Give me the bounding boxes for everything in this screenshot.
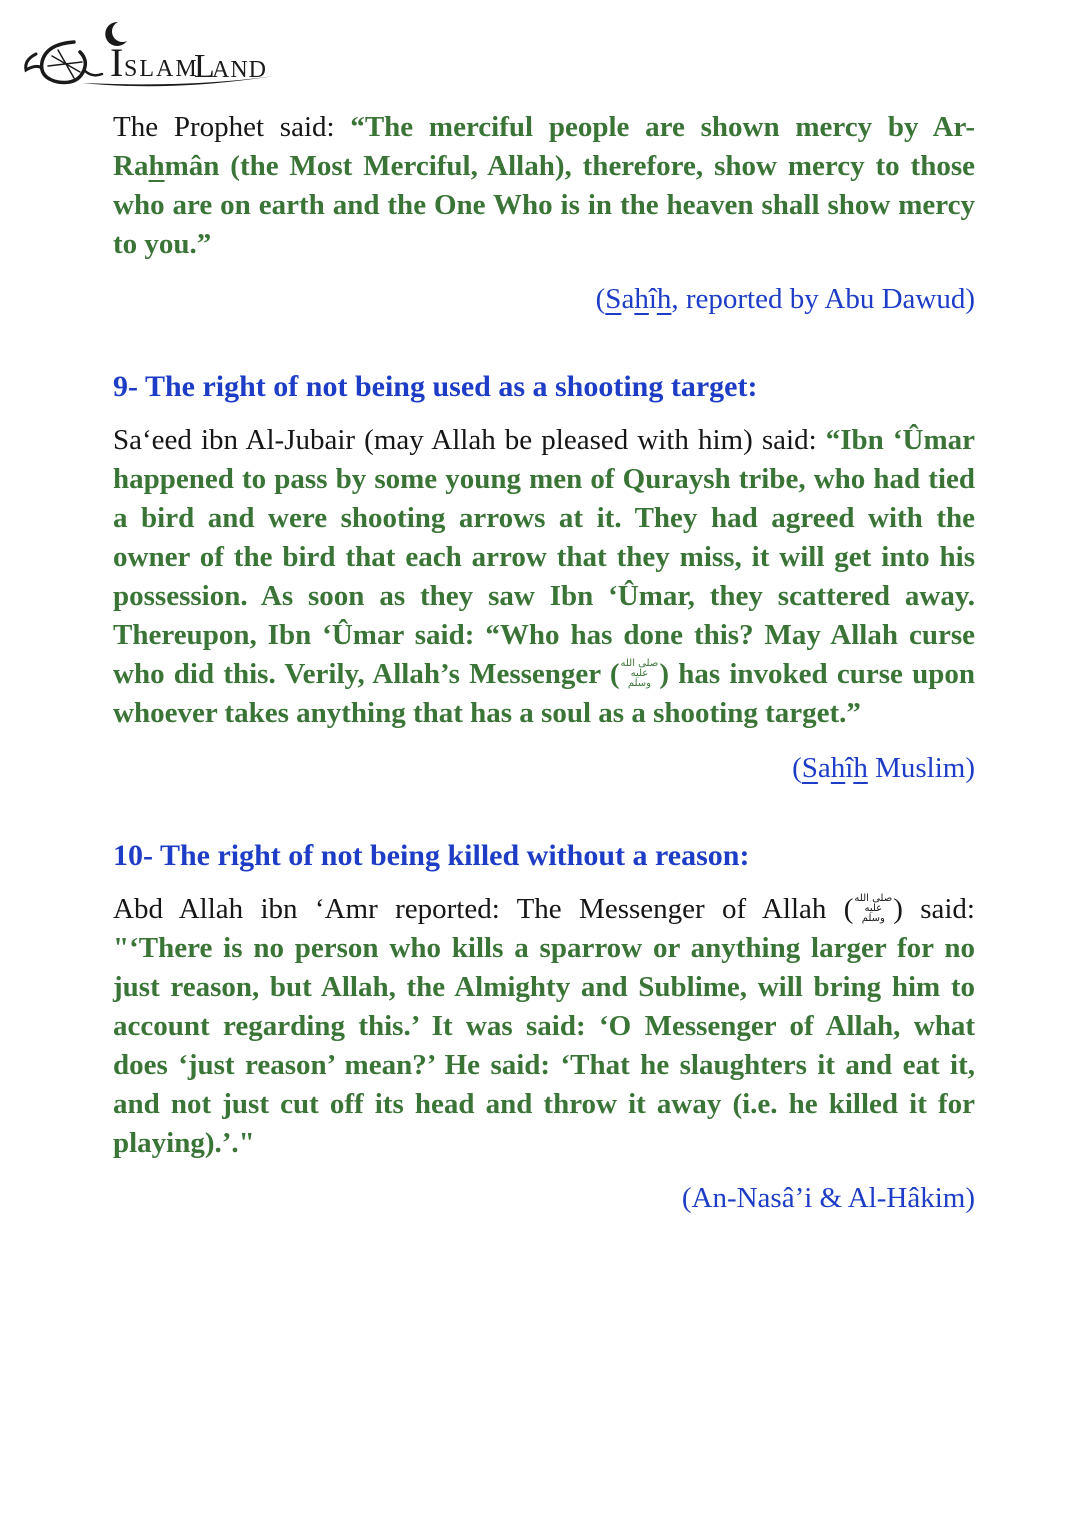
logo-text-land-l: L <box>194 48 215 85</box>
text-segment: a <box>621 283 635 315</box>
text-segment: ( <box>792 752 802 784</box>
hadith-paragraph <box>113 108 975 264</box>
text-segment: h <box>853 752 868 784</box>
sallallahu-alayhi-wasallam-icon: صلى الله عليه وسلم <box>854 893 893 925</box>
source-citation <box>113 749 975 788</box>
text-segment: “The merciful people are shown mercy by Ar-Ra <box>113 111 975 182</box>
source-citation <box>113 280 975 319</box>
calligraphy-ornament-icon <box>26 42 102 83</box>
source-citation <box>113 1179 975 1218</box>
text-segment: h <box>656 283 672 315</box>
text-segment: h <box>634 283 649 315</box>
text-segment: h <box>830 752 846 784</box>
text-segment: The Prophet said: <box>113 111 351 143</box>
document-body <box>113 108 975 1238</box>
logo-text-islam-slam: SLAM <box>124 56 199 82</box>
logo-text-land-and: AND <box>212 57 267 83</box>
text-segment: ( <box>595 283 606 315</box>
text-segment: a <box>817 752 831 784</box>
section-heading: 9- The right of not being used as a shooting target: <box>113 370 758 403</box>
text-segment: Sa‘eed ibn Al-Jubair (may Allah be pleased with him) said: <box>113 424 826 456</box>
text-segment: “Ibn ‘Ûmar happened to pass by some young men of Quraysh tribe, who had tied a bird and were shooting arrows at it. They had agreed with the owner of the bird that each arrow that they miss, it will get into his possession. As soon as they saw Ibn ‘Ûmar, they scattered away. Thereupon, Ibn ‘Ûmar said: “Who has done this? May Allah curse who did this. Verily, Allah’s Messenger ( <box>113 424 976 690</box>
text-segment: ) has invoked curse upon whoever takes anything that has a soul as a shooting target.” <box>113 658 975 729</box>
text-segment: mân (the Most Merciful, Allah), therefore, show mercy to those who are on earth and the One Who is in the heaven shall show mercy to you.” <box>113 150 975 260</box>
text-segment: S <box>605 283 622 315</box>
text-segment: S <box>801 752 818 784</box>
text-segment: Muslim) <box>867 752 975 784</box>
text-segment: h <box>148 150 165 182</box>
islam-land-logo-graphic <box>22 20 282 92</box>
hadith-paragraph <box>113 421 975 733</box>
text-segment: ) said: <box>893 893 975 925</box>
section-heading: 10- The right of not being killed without a reason: <box>113 839 750 872</box>
logo-text-islam-i: I <box>110 40 124 85</box>
hadith-paragraph <box>113 890 975 1163</box>
text-segment: Abd Allah ibn ‘Amr reported: The Messenger of Allah ( <box>113 893 854 925</box>
sallallahu-alayhi-wasallam-icon: صلى الله عليه وسلم <box>620 658 659 690</box>
text-segment: î <box>845 752 854 784</box>
text-segment: , reported by Abu Dawud) <box>671 283 975 315</box>
text-segment: (An-Nasâ’i & Al-Hâkim) <box>681 1182 975 1214</box>
text-segment: î <box>648 283 657 315</box>
text-segment: "‘There is no person who kills a sparrow or anything larger for no just reason, but Allah, the Almighty and Sublime, will bring him to account regarding this.’ It was said: ‘O Messenger of Allah, what does ‘just reason’ mean?’ He said: ‘That he slaughters it and eat it, and not just cut off its head and throw it away (i.e. he killed it for playing).’." <box>113 932 975 1159</box>
islam-land-logo <box>22 20 282 92</box>
